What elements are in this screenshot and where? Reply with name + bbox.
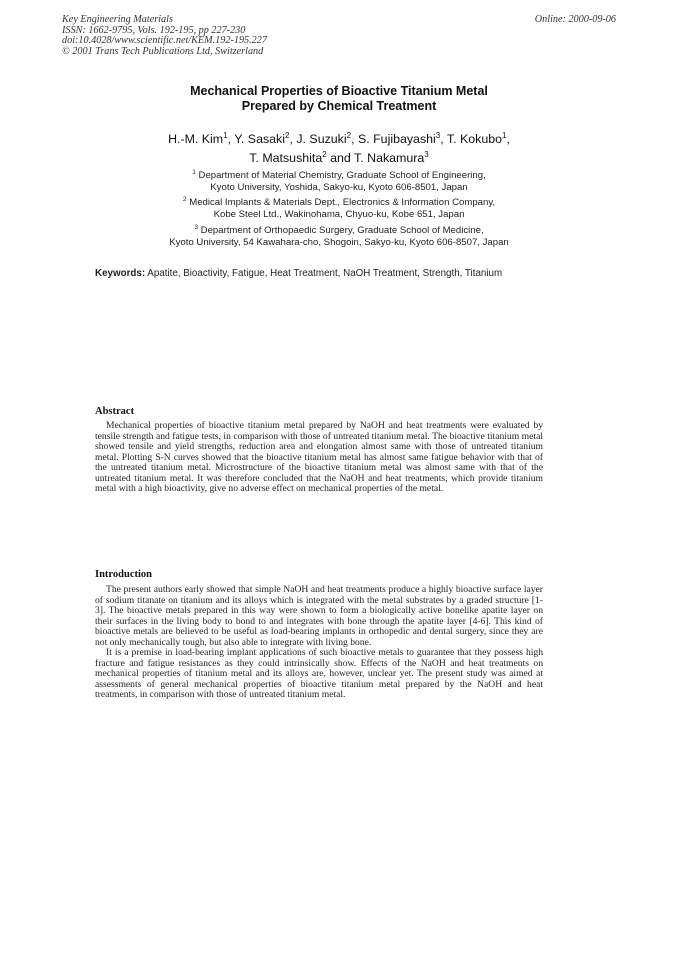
affiliation-2 — [0, 194, 678, 221]
affiliation-line: Kyoto University, 54 Kawahara-cho, Shogoin, Sakyo-ku, Kyoto 606-8507, Japan — [169, 236, 509, 248]
author-sup: 3 — [424, 150, 429, 160]
affiliation-sup: 2 — [182, 196, 187, 203]
author-sup: 3 — [435, 131, 441, 140]
author-name: H.-M. Kim — [168, 132, 224, 147]
author-sup: 2 — [322, 150, 327, 160]
author-line-1: H.-M. Kim$^1$, Y. Sasaki$^2$, J. Suzuki$^2$, S. Fujibayashi$^3$, T. Kokubo$^1$, — [168, 131, 510, 147]
issn-line: ISSN: 1662-9795, Vols. 192-195, pp 227-230 — [62, 24, 246, 36]
author-list — [0, 128, 678, 166]
keywords — [95, 268, 502, 279]
journal-header — [62, 15, 267, 57]
doi-line[interactable]: doi:10.4028/www.scientific.net/KEM.192-195.227 — [62, 35, 267, 47]
author-sup: 2 — [285, 131, 290, 140]
author-name: T. Nakamura — [354, 151, 425, 166]
affiliation-line: Kobe Steel Ltd., Wakinohama, Chyuo-ku, Kobe 651, Japan — [213, 208, 465, 220]
affiliation-1 — [0, 167, 678, 194]
author-name: T. Matsushita — [249, 151, 323, 166]
keywords-label: Keywords: — [95, 268, 146, 279]
author-sup: 1 — [502, 131, 507, 140]
abstract-body — [95, 421, 543, 495]
introduction-paragraph-2: It is a premise in load-bearing implant applications of such bioactive metals to guarantee that they possess high fracture and fatigue resistances as they could intrinsically show. Effects of the NaOH and heat treatments on mechanical properties of titanium metal and its alloys are, however, unclear yet. The present study was aimed at assessments of general mechanical properties of bioactive titanium metal prepared by the NaOH and heat treatments, in comparison with those of untreated titanium metal. — [95, 647, 543, 701]
affiliation-sup: 1 — [192, 169, 196, 176]
abstract-paragraph: Mechanical properties of bioactive titanium metal prepared by NaOH and heat treatments were evaluated by tensile strength and fatigue tests, in comparison with those of untreated titanium metal. The bioactive titanium metal showed tensile and yield strengths, reduction area and elongation almost same with those of untreated titanium metal. Plotting S-N curves showed that the bioactive titanium metal has almost same fatigue behavior with that of the untreated titanium metal. Microstructure of the bioactive titanium metal was almost same with that of the untreated titanium metal. It was therefore concluded that the NaOH and heat treatments, which provide titanium metal with a high bioactivity, give no adverse effect on mechanical properties of the metal. — [95, 420, 543, 495]
affiliation-line: Kyoto University, Yoshida, Sakyo-ku, Kyoto 606-8501, Japan — [210, 181, 468, 193]
affiliation-line: Medical Implants & Materials Dept., Electronics & Information Company, — [189, 197, 496, 209]
keywords-text: Apatite, Bioactivity, Fatigue, Heat Treatment, NaOH Treatment, Strength, Titanium — [147, 268, 503, 279]
title-line-2: Prepared by Chemical Treatment — [241, 98, 437, 113]
paper-title — [0, 84, 678, 113]
author-name: J. Suzuki — [296, 132, 347, 147]
online-date-text: Online: 2000-09-06 — [534, 14, 616, 25]
affiliation-sup: 3 — [194, 224, 198, 231]
online-date — [535, 15, 616, 26]
author-name: T. Kokubo — [446, 132, 503, 147]
affiliation-line: Department of Material Chemistry, Graduate School of Engineering, — [198, 170, 486, 182]
author-name: S. Fujibayashi — [357, 132, 436, 147]
author-sup: 1 — [223, 131, 228, 140]
author-line-2: T. Matsushita$^2$ and T. Nakamura$^3$ — [249, 150, 429, 166]
author-name: Y. Sasaki — [234, 132, 285, 147]
affiliation-3 — [0, 222, 678, 249]
title-line-1: Mechanical Properties of Bioactive Titanium Metal — [190, 84, 488, 98]
author-sup: 2 — [346, 131, 352, 140]
affiliation-line: Department of Orthopaedic Surgery, Graduate School of Medicine, — [200, 225, 484, 237]
introduction-paragraph-1: The present authors early showed that simple NaOH and heat treatments produce a highly bioactive surface layer of sodium titanate on titanium and its alloys which is integrated with the metal substrates by a graded structure [1-3]. The bioactive metals prepared in this way were shown to form a biologically active bonelike apatite layer on their surfaces in the living body to bond to and integrates with bone through the apatite layer [4-6]. This kind of bioactive metals are believed to be useful as load-bearing implants in orthopedic and dental surgery, since they are not only mechanically tough, but also able to integrate with living bone. — [95, 584, 543, 648]
introduction-heading: Introduction — [95, 569, 152, 580]
journal-name: Key Engineering Materials — [62, 14, 173, 25]
abstract-heading: Abstract — [95, 406, 135, 417]
introduction-body — [95, 585, 543, 701]
copyright-line: © 2001 Trans Tech Publications Ltd, Switzerland — [62, 45, 264, 57]
